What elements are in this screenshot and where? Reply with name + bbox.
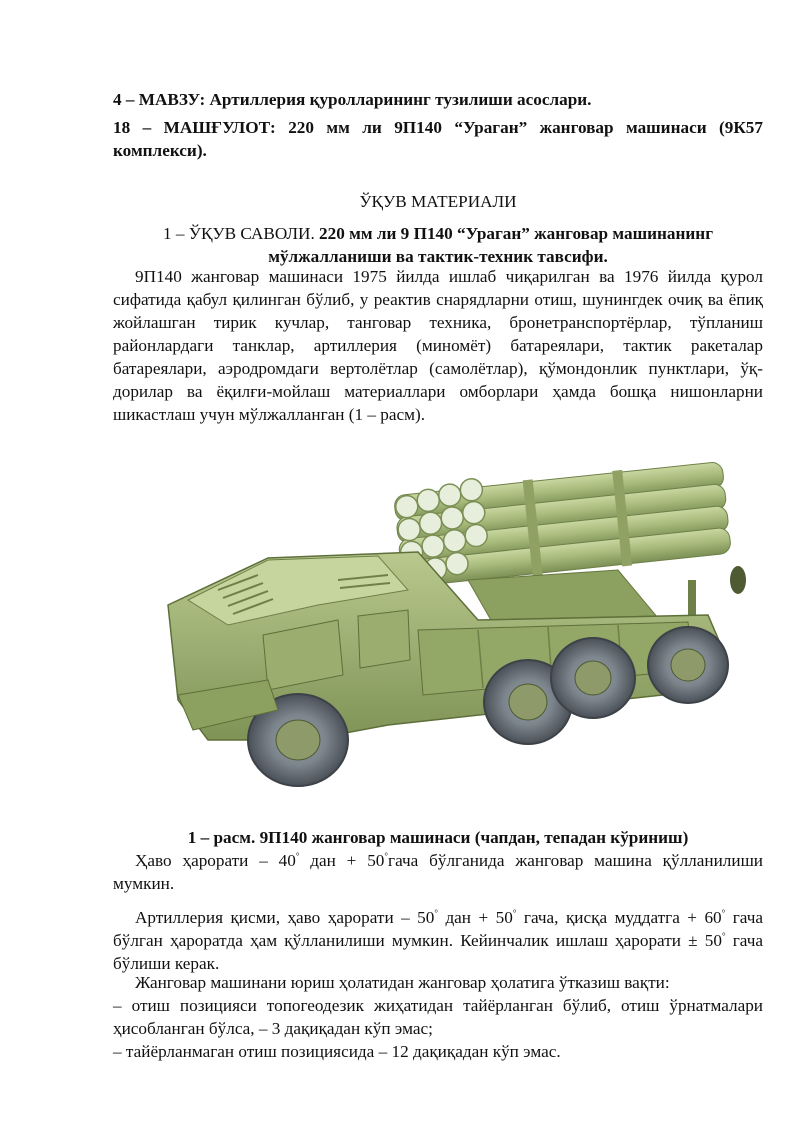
list-item-unprepared-position: – тайёрланмаган отиш позициясида – 12 дақиқадан кўп эмас. [113, 1042, 561, 1061]
rocket-launcher-vehicle-image [148, 440, 758, 810]
question-prefix: 1 – ЎҚУВ САВОЛИ. [163, 224, 320, 243]
figure-caption: 1 – расм. 9П140 жанговар машинаси (чапдан, тепадан кўриниш) [187, 828, 689, 847]
paragraph-temperature: Ҳаво ҳарорати – 40° дан + 50°гача бўлганида жанговар машина қўлланилиши мумкин. [113, 851, 763, 893]
paragraph-transition-time: Жанговар машинани юриш ҳолатидан жанговар ҳолатига ўтказиш вақти: [135, 973, 670, 992]
lesson-heading: 18 – МАШҒУЛОТ: 220 мм ли 9П140 “Ураган” жанговар машинаси (9К57 комплекси). [113, 118, 763, 160]
launcher-tubes [393, 453, 732, 590]
section-title: ЎҚУВ МАТЕРИАЛИ [359, 192, 517, 211]
paragraph-artillery-temperature: Артиллерия қисми, ҳаво ҳарорати – 50° дан + 50° гача, қисқа муддатга + 60° гача бўлган ҳароратда ҳам қўлланилиши мумкин. Кейинчалик ишлаш ҳарорати ± 50° гача бўлиши керак. [113, 908, 764, 973]
figure-vehicle [148, 440, 758, 810]
topic-heading: 4 – МАВЗУ: Артиллерия қуролларининг тузилиши асослари. [113, 90, 592, 109]
paragraph-purpose: 9П140 жанговар машинаси 1975 йилда ишлаб чиқарилган ва 1976 йилда қурол сифатида қабул қилинган бўлиб, у реактив снарядларни отиш, шунингдек очиқ ва ёпиқ жойлашган тирик кучлар, танговар техника, бронетранспортёрлар, тўпланиш районлардаги танклар, артиллерия (миномёт) батареялари, тактик ракеталар батареялари, аэродромдаги вертолётлар (самолётлар), қўмондонлик пунктлари, ўқ-дорилар ва ёқилғи-мойлаш материаллари омборлари ҳамда бошқа нишонларни шикастлаш учун мўлжалланган (1 – расм). [113, 267, 763, 424]
list-item-prepared-position: – отиш позицияси топогеодезик жиҳатидан тайёрланган бўлиб, отиш ўрнатмалари ҳисобланган бўлса, – 3 дақиқадан кўп эмас; [113, 996, 763, 1038]
question-title: 220 мм ли 9 П140 “Ураган” жанговар машинанинг мўлжалланиши ва тактик-техник тавсифи. [268, 224, 713, 266]
study-question [113, 222, 763, 268]
